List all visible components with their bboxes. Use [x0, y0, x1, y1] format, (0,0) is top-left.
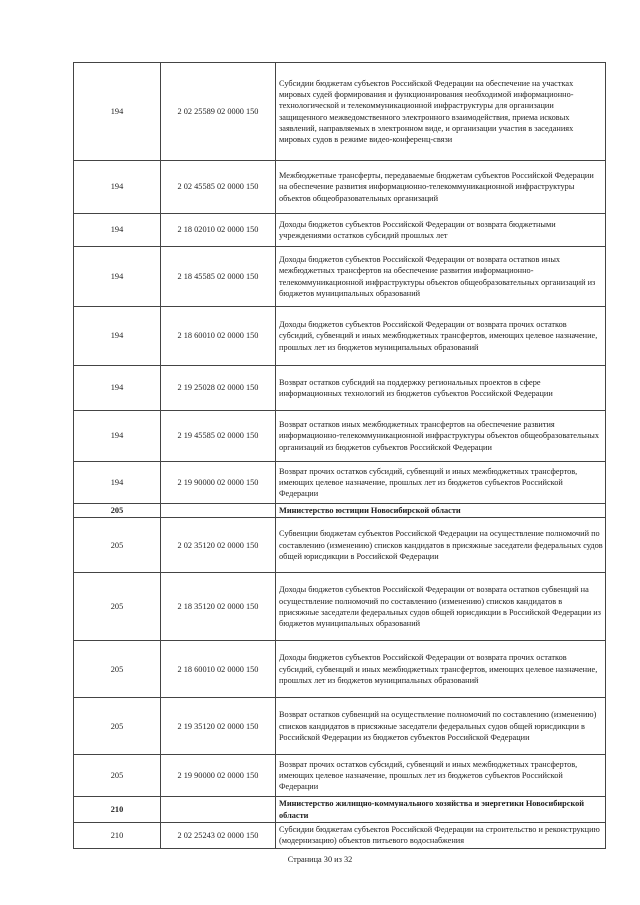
description-cell: Доходы бюджетов субъектов Российской Федерации от возврата бюджетными учреждениями остатков субсидий прошлых лет [276, 214, 606, 247]
table-row [74, 755, 606, 797]
description-cell: Доходы бюджетов субъектов Российской Федерации от возврата остатков субвенций на осуществление полномочий по составлению (изменению) списков кандидатов в присяжные заседатели федеральных судов общей юрисдикции в Российской Федерации из бюджетов муниципальных образований [276, 573, 606, 641]
description-cell: Возврат прочих остатков субсидий, субвенций и иных межбюджетных трансфертов, имеющих целевое назначение, прошлых лет из бюджетов субъектов Российской Федерации [276, 755, 606, 797]
description-cell: Доходы бюджетов субъектов Российской Федерации от возврата прочих остатков субсидий, субвенций и иных межбюджетных трансфертов, имеющих целевое назначение, прошлых лет из бюджетов муниципальных образований [276, 641, 606, 698]
budget-code-cell: 2 02 35120 02 0000 150 [161, 518, 276, 573]
budget-code-cell: 2 18 45585 02 0000 150 [161, 247, 276, 307]
description-cell: Межбюджетные трансферты, передаваемые бюджетам субъектов Российской Федерации на обеспечение развития информационно-телекоммуникационной инфраструктуры объектов общеобразовательных организаций [276, 161, 606, 214]
table-row [74, 247, 606, 307]
description-cell: Возврат остатков субсидий на поддержку региональных проектов в сфере информационных технологий из бюджетов субъектов Российской Федерации [276, 366, 606, 411]
table-row [74, 698, 606, 755]
description-cell: Субсидии бюджетам субъектов Российской Федерации на обеспечение на участках мировых судей формирования и функционирования необходимой информационно-технологической и телекоммуникационной инфраструктуры для организации защищенного межведомственного электронного взаимодействия, приема исковых заявлений, направляемых в электронном виде, и организации участия в заседаниях мировых судов в режиме видео-конференц-связи [276, 63, 606, 161]
table-row [74, 214, 606, 247]
budget-code-cell: 2 02 25589 02 0000 150 [161, 63, 276, 161]
description-cell: Возврат остатков иных межбюджетных трансфертов на обеспечение развития информационно-телекоммуникационной инфраструктуры объектов общеобразовательных организаций из бюджетов субъектов Российской Федерации [276, 411, 606, 462]
table-row [74, 504, 606, 518]
admin-code-cell: 210 [74, 822, 161, 848]
description-cell: Возврат остатков субвенций на осуществление полномочий по составлению (изменению) списков кандидатов в присяжные заседатели федеральных судов общей юрисдикции в Российской Федерации из бюджетов субъектов Российской Федерации [276, 698, 606, 755]
budget-code-cell: 2 18 60010 02 0000 150 [161, 641, 276, 698]
table-row [74, 797, 606, 823]
budget-code-cell: 2 19 90000 02 0000 150 [161, 462, 276, 504]
admin-code-cell: 194 [74, 247, 161, 307]
description-cell: Министерство жилищно-коммунального хозяйства и энергетики Новосибирской области [276, 797, 606, 823]
budget-code-cell: 2 19 35120 02 0000 150 [161, 698, 276, 755]
admin-code-cell: 205 [74, 573, 161, 641]
admin-code-cell: 205 [74, 518, 161, 573]
budget-code-cell: 2 19 45585 02 0000 150 [161, 411, 276, 462]
admin-code-cell: 194 [74, 63, 161, 161]
table-row [74, 641, 606, 698]
description-cell: Возврат прочих остатков субсидий, субвенций и иных межбюджетных трансфертов, имеющих целевое назначение, прошлых лет из бюджетов субъектов Российской Федерации [276, 462, 606, 504]
table-row [74, 307, 606, 366]
budget-code-cell: 2 18 60010 02 0000 150 [161, 307, 276, 366]
admin-code-cell: 194 [74, 411, 161, 462]
budget-code-cell: 2 02 45585 02 0000 150 [161, 161, 276, 214]
table-row [74, 63, 606, 161]
budget-code-cell: 2 18 35120 02 0000 150 [161, 573, 276, 641]
budget-code-cell: 2 02 25243 02 0000 150 [161, 822, 276, 848]
table-row [74, 161, 606, 214]
budget-code-cell: 2 19 90000 02 0000 150 [161, 755, 276, 797]
table-row [74, 573, 606, 641]
page-footer: Страница 30 из 32 [287, 855, 353, 864]
description-cell: Доходы бюджетов субъектов Российской Федерации от возврата прочих остатков субсидий, субвенций и иных межбюджетных трансфертов, имеющих целевое назначение, прошлых лет из бюджетов муниципальных образований [276, 307, 606, 366]
table-row [74, 411, 606, 462]
admin-code-cell: 205 [74, 698, 161, 755]
admin-code-cell: 205 [74, 504, 161, 518]
budget-code-cell [161, 797, 276, 823]
admin-code-cell: 194 [74, 214, 161, 247]
admin-code-cell: 205 [74, 755, 161, 797]
description-cell: Доходы бюджетов субъектов Российской Федерации от возврата остатков иных межбюджетных трансфертов на обеспечение развития информационно-телекоммуникационной инфраструктуры объектов общеобразовательных организаций из бюджетов муниципальных образований [276, 247, 606, 307]
admin-code-cell: 194 [74, 366, 161, 411]
revenue-code-table [73, 62, 606, 849]
description-cell: Субвенции бюджетам субъектов Российской Федерации на осуществление полномочий по составлению (изменению) списков кандидатов в присяжные заседатели федеральных судов общей юрисдикции в Российской Федерации [276, 518, 606, 573]
table-row [74, 822, 606, 848]
description-cell: Министерство юстиции Новосибирской области [276, 504, 606, 518]
admin-code-cell: 194 [74, 161, 161, 214]
budget-code-cell: 2 19 25028 02 0000 150 [161, 366, 276, 411]
table-row [74, 518, 606, 573]
admin-code-cell: 205 [74, 641, 161, 698]
budget-code-cell: 2 18 02010 02 0000 150 [161, 214, 276, 247]
admin-code-cell: 194 [74, 307, 161, 366]
description-cell: Субсидии бюджетам субъектов Российской Федерации на строительство и реконструкцию (модернизацию) объектов питьевого водоснабжения [276, 822, 606, 848]
admin-code-cell: 210 [74, 797, 161, 823]
table-row [74, 366, 606, 411]
admin-code-cell: 194 [74, 462, 161, 504]
budget-code-cell [161, 504, 276, 518]
table-row [74, 462, 606, 504]
